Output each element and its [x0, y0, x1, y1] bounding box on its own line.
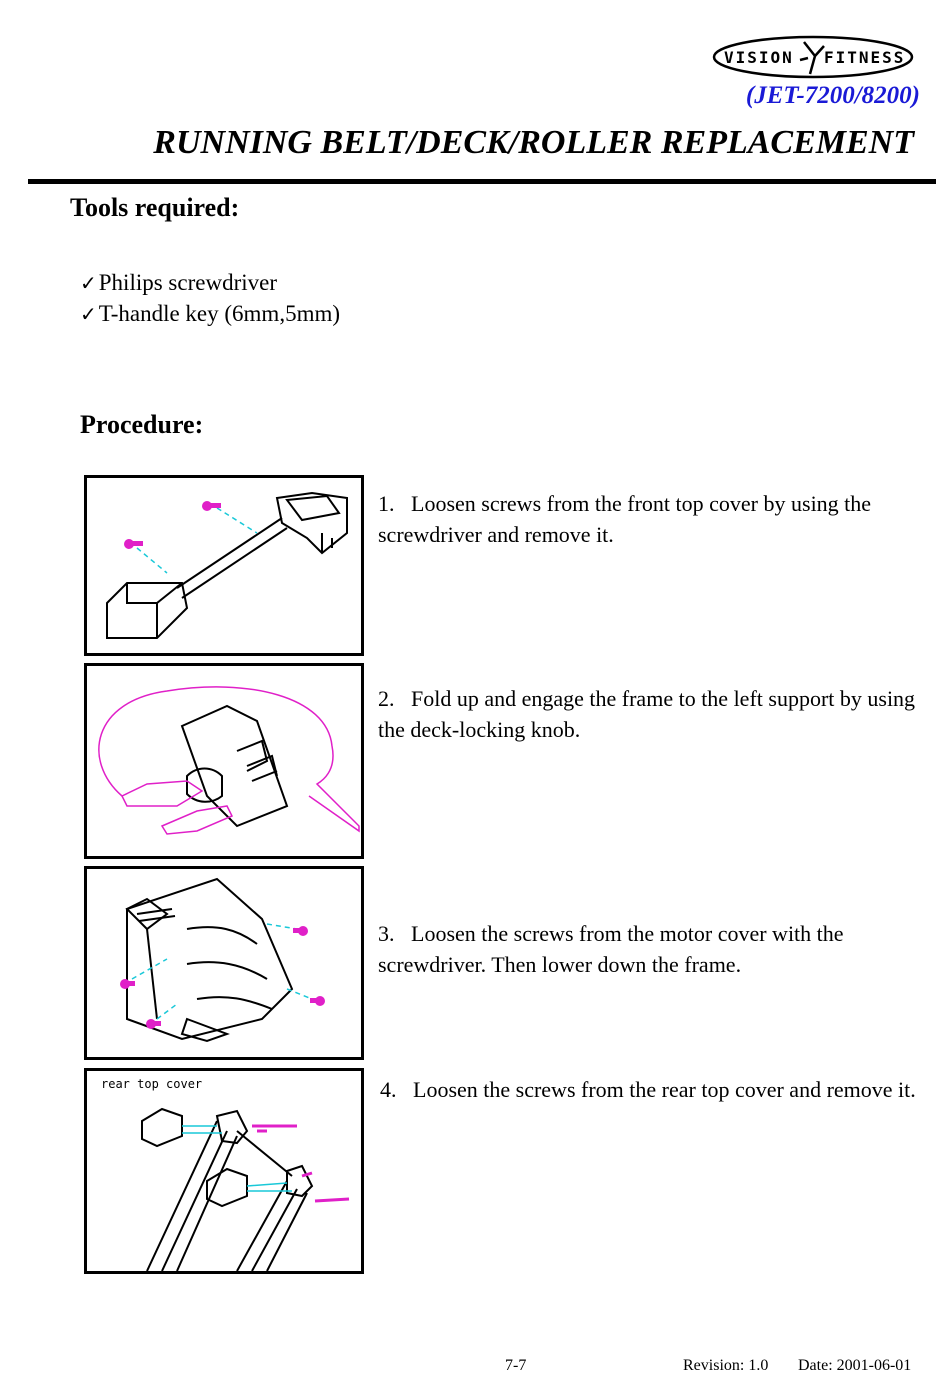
brand-logo: [712, 34, 914, 80]
svg-text:FITNESS: FITNESS: [824, 48, 906, 67]
figure-label: rear top cover: [101, 1077, 203, 1091]
step-1: 1. Loosen screws from the front top cover by using the screwdriver and remove it.: [378, 491, 872, 547]
check-icon: ✓: [80, 302, 97, 326]
figure-deck-locking-knob: [84, 663, 364, 859]
revision: Revision: 1.0: [683, 1357, 769, 1374]
date: Date: 2001-06-01: [798, 1357, 912, 1374]
svg-text:VISION: VISION: [724, 48, 794, 67]
model-number: (JET-7200/8200): [745, 82, 920, 109]
figure-motor-cover: [84, 866, 364, 1060]
procedure-heading: Procedure:: [80, 410, 204, 439]
step-3: 3. Loosen the screws from the motor cover with the screwdriver. Then lower down the frame.: [378, 921, 844, 977]
figure-rear-top-cover: [84, 1068, 364, 1274]
header-divider: [28, 179, 936, 184]
tools-heading: Tools required:: [70, 193, 240, 222]
tool-item: ✓Philips screwdriver: [80, 270, 277, 295]
tool-item: ✓T-handle key (6mm,5mm): [80, 301, 341, 326]
step-4: 4. Loosen the screws from the rear top cover and remove it.: [380, 1077, 916, 1102]
check-icon: ✓: [80, 271, 97, 295]
page-title: RUNNING BELT/DECK/ROLLER REPLACEMENT: [153, 124, 914, 161]
figure-front-top-cover: [84, 475, 364, 656]
step-2: 2. Fold up and engage the frame to the left support by using the deck-locking knob.: [378, 686, 916, 742]
page-number: 7-7: [505, 1357, 527, 1374]
